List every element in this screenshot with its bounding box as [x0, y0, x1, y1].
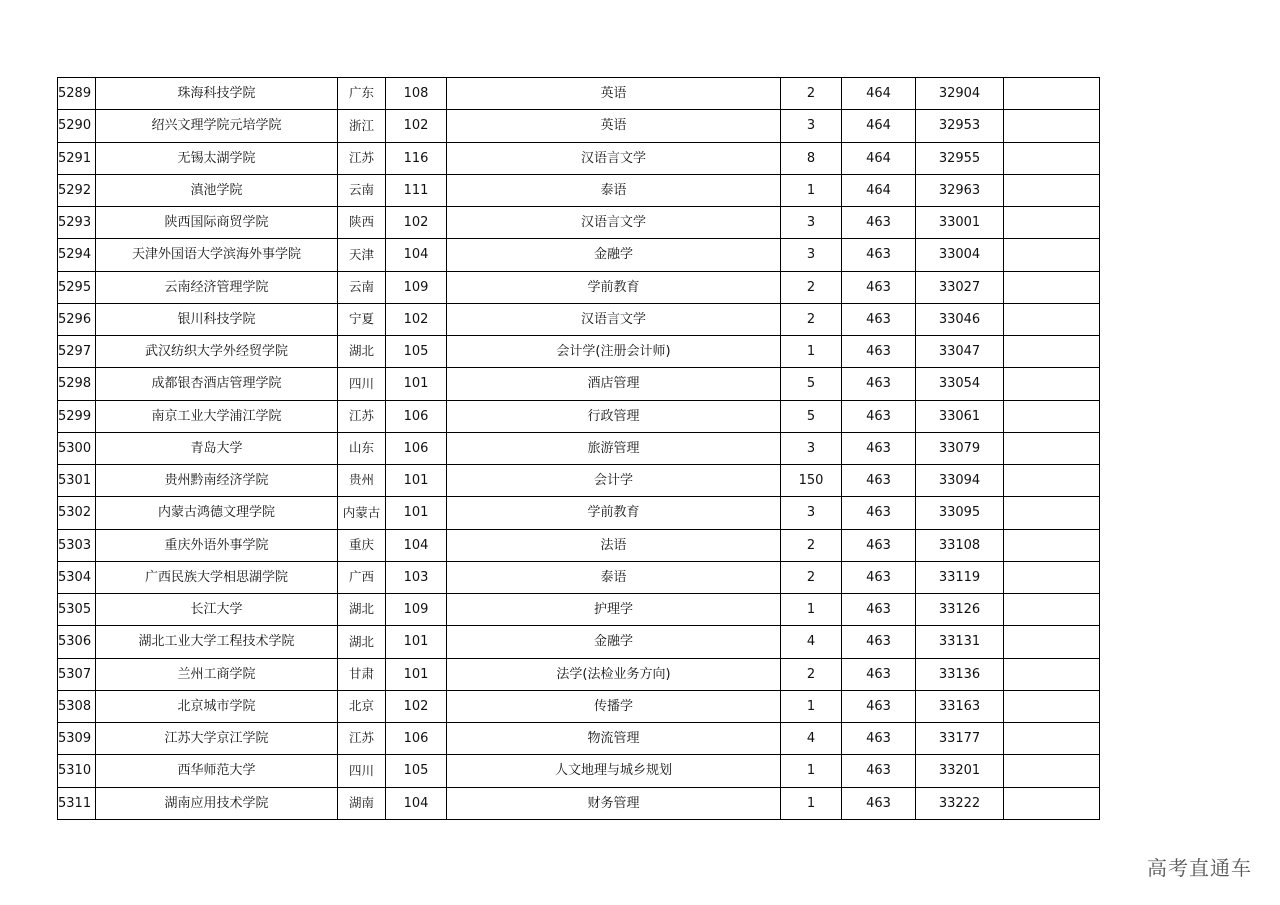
min-score-cell: 463 — [842, 336, 916, 368]
school-name-cell: 青岛大学 — [96, 432, 338, 464]
school-name-cell: 兰州工商学院 — [96, 658, 338, 690]
province-cell: 湖南 — [338, 787, 386, 819]
province-cell: 北京 — [338, 690, 386, 722]
note-cell — [1004, 690, 1100, 722]
major-name-cell: 会计学 — [447, 465, 781, 497]
rank-cell: 5305 — [58, 594, 96, 626]
plan-count-cell: 3 — [781, 432, 842, 464]
school-name-cell: 北京城市学院 — [96, 690, 338, 722]
province-cell: 宁夏 — [338, 303, 386, 335]
note-cell — [1004, 110, 1100, 142]
min-position-cell: 33061 — [916, 400, 1004, 432]
major-code-cell: 101 — [386, 465, 447, 497]
province-cell: 云南 — [338, 174, 386, 206]
min-score-cell: 463 — [842, 497, 916, 529]
min-position-cell: 33001 — [916, 207, 1004, 239]
rank-cell: 5302 — [58, 497, 96, 529]
province-cell: 山东 — [338, 432, 386, 464]
major-name-cell: 汉语言文学 — [447, 207, 781, 239]
plan-count-cell: 1 — [781, 787, 842, 819]
major-code-cell: 104 — [386, 787, 447, 819]
plan-count-cell: 4 — [781, 723, 842, 755]
min-position-cell: 33047 — [916, 336, 1004, 368]
note-cell — [1004, 142, 1100, 174]
school-name-cell: 云南经济管理学院 — [96, 271, 338, 303]
min-score-cell: 463 — [842, 594, 916, 626]
plan-count-cell: 2 — [781, 561, 842, 593]
major-code-cell: 101 — [386, 658, 447, 690]
min-score-cell: 463 — [842, 561, 916, 593]
school-name-cell: 湖北工业大学工程技术学院 — [96, 626, 338, 658]
school-name-cell: 成都银杏酒店管理学院 — [96, 368, 338, 400]
rank-cell: 5301 — [58, 465, 96, 497]
major-code-cell: 104 — [386, 239, 447, 271]
major-code-cell: 109 — [386, 594, 447, 626]
school-name-cell: 珠海科技学院 — [96, 78, 338, 110]
min-position-cell: 32904 — [916, 78, 1004, 110]
min-position-cell: 33094 — [916, 465, 1004, 497]
rank-cell: 5298 — [58, 368, 96, 400]
min-score-cell: 463 — [842, 368, 916, 400]
table-row — [58, 78, 1100, 110]
rank-cell: 5291 — [58, 142, 96, 174]
table-row — [58, 432, 1100, 464]
major-code-cell: 101 — [386, 497, 447, 529]
province-cell: 云南 — [338, 271, 386, 303]
table-row — [58, 239, 1100, 271]
major-code-cell: 116 — [386, 142, 447, 174]
province-cell: 贵州 — [338, 465, 386, 497]
note-cell — [1004, 594, 1100, 626]
min-score-cell: 463 — [842, 787, 916, 819]
major-name-cell: 法学(法检业务方向) — [447, 658, 781, 690]
min-score-cell: 464 — [842, 78, 916, 110]
note-cell — [1004, 658, 1100, 690]
province-cell: 天津 — [338, 239, 386, 271]
major-code-cell: 105 — [386, 336, 447, 368]
rank-cell: 5300 — [58, 432, 96, 464]
min-position-cell: 33136 — [916, 658, 1004, 690]
table-row — [58, 626, 1100, 658]
table-row — [58, 174, 1100, 206]
plan-count-cell: 2 — [781, 658, 842, 690]
major-code-cell: 101 — [386, 626, 447, 658]
min-position-cell: 33131 — [916, 626, 1004, 658]
school-name-cell: 无锡太湖学院 — [96, 142, 338, 174]
school-name-cell: 武汉纺织大学外经贸学院 — [96, 336, 338, 368]
major-name-cell: 金融学 — [447, 626, 781, 658]
province-cell: 广西 — [338, 561, 386, 593]
province-cell: 浙江 — [338, 110, 386, 142]
table-row — [58, 690, 1100, 722]
note-cell — [1004, 497, 1100, 529]
table-row — [58, 755, 1100, 787]
major-code-cell: 106 — [386, 432, 447, 464]
table-row — [58, 303, 1100, 335]
note-cell — [1004, 626, 1100, 658]
note-cell — [1004, 336, 1100, 368]
min-position-cell: 33163 — [916, 690, 1004, 722]
note-cell — [1004, 174, 1100, 206]
min-position-cell: 33119 — [916, 561, 1004, 593]
table-row — [58, 142, 1100, 174]
min-score-cell: 463 — [842, 658, 916, 690]
school-name-cell: 湖南应用技术学院 — [96, 787, 338, 819]
major-name-cell: 英语 — [447, 110, 781, 142]
note-cell — [1004, 303, 1100, 335]
rank-cell: 5289 — [58, 78, 96, 110]
major-code-cell: 109 — [386, 271, 447, 303]
major-name-cell: 汉语言文学 — [447, 142, 781, 174]
min-position-cell: 33201 — [916, 755, 1004, 787]
plan-count-cell: 5 — [781, 400, 842, 432]
min-score-cell: 463 — [842, 626, 916, 658]
min-position-cell: 32963 — [916, 174, 1004, 206]
plan-count-cell: 3 — [781, 497, 842, 529]
school-name-cell: 滇池学院 — [96, 174, 338, 206]
min-position-cell: 33177 — [916, 723, 1004, 755]
province-cell: 内蒙古 — [338, 497, 386, 529]
table-row — [58, 465, 1100, 497]
plan-count-cell: 1 — [781, 174, 842, 206]
note-cell — [1004, 787, 1100, 819]
plan-count-cell: 2 — [781, 529, 842, 561]
min-score-cell: 464 — [842, 110, 916, 142]
school-name-cell: 西华师范大学 — [96, 755, 338, 787]
note-cell — [1004, 207, 1100, 239]
rank-cell: 5311 — [58, 787, 96, 819]
min-score-cell: 463 — [842, 690, 916, 722]
plan-count-cell: 1 — [781, 336, 842, 368]
major-name-cell: 旅游管理 — [447, 432, 781, 464]
school-name-cell: 贵州黔南经济学院 — [96, 465, 338, 497]
province-cell: 陕西 — [338, 207, 386, 239]
rank-cell: 5304 — [58, 561, 96, 593]
province-cell: 甘肃 — [338, 658, 386, 690]
min-score-cell: 463 — [842, 400, 916, 432]
min-position-cell: 33054 — [916, 368, 1004, 400]
major-name-cell: 学前教育 — [447, 497, 781, 529]
school-name-cell: 银川科技学院 — [96, 303, 338, 335]
plan-count-cell: 5 — [781, 368, 842, 400]
min-position-cell: 33108 — [916, 529, 1004, 561]
major-code-cell: 101 — [386, 368, 447, 400]
plan-count-cell: 150 — [781, 465, 842, 497]
rank-cell: 5294 — [58, 239, 96, 271]
note-cell — [1004, 432, 1100, 464]
major-name-cell: 汉语言文学 — [447, 303, 781, 335]
plan-count-cell: 1 — [781, 690, 842, 722]
school-name-cell: 南京工业大学浦江学院 — [96, 400, 338, 432]
min-position-cell: 33079 — [916, 432, 1004, 464]
rank-cell: 5296 — [58, 303, 96, 335]
major-name-cell: 金融学 — [447, 239, 781, 271]
table-row — [58, 658, 1100, 690]
major-name-cell: 护理学 — [447, 594, 781, 626]
min-score-cell: 463 — [842, 271, 916, 303]
min-score-cell: 463 — [842, 303, 916, 335]
major-code-cell: 108 — [386, 78, 447, 110]
plan-count-cell: 2 — [781, 271, 842, 303]
major-code-cell: 102 — [386, 110, 447, 142]
province-cell: 四川 — [338, 368, 386, 400]
major-name-cell: 物流管理 — [447, 723, 781, 755]
plan-count-cell: 3 — [781, 239, 842, 271]
plan-count-cell: 3 — [781, 207, 842, 239]
major-name-cell: 泰语 — [447, 174, 781, 206]
rank-cell: 5303 — [58, 529, 96, 561]
min-position-cell: 33126 — [916, 594, 1004, 626]
rank-cell: 5295 — [58, 271, 96, 303]
major-code-cell: 104 — [386, 529, 447, 561]
major-code-cell: 102 — [386, 690, 447, 722]
note-cell — [1004, 529, 1100, 561]
table-row — [58, 207, 1100, 239]
note-cell — [1004, 755, 1100, 787]
school-name-cell: 广西民族大学相思湖学院 — [96, 561, 338, 593]
major-code-cell: 106 — [386, 400, 447, 432]
table-row — [58, 787, 1100, 819]
note-cell — [1004, 561, 1100, 593]
major-name-cell: 传播学 — [447, 690, 781, 722]
province-cell: 广东 — [338, 78, 386, 110]
province-cell: 江苏 — [338, 400, 386, 432]
rank-cell: 5292 — [58, 174, 96, 206]
table-row — [58, 561, 1100, 593]
major-name-cell: 会计学(注册会计师) — [447, 336, 781, 368]
rank-cell: 5293 — [58, 207, 96, 239]
plan-count-cell: 4 — [781, 626, 842, 658]
major-name-cell: 泰语 — [447, 561, 781, 593]
province-cell: 湖北 — [338, 594, 386, 626]
table-row — [58, 271, 1100, 303]
major-code-cell: 103 — [386, 561, 447, 593]
table-row — [58, 529, 1100, 561]
province-cell: 湖北 — [338, 626, 386, 658]
plan-count-cell: 2 — [781, 78, 842, 110]
province-cell: 湖北 — [338, 336, 386, 368]
min-score-cell: 463 — [842, 465, 916, 497]
rank-cell: 5290 — [58, 110, 96, 142]
major-name-cell: 酒店管理 — [447, 368, 781, 400]
plan-count-cell: 1 — [781, 594, 842, 626]
note-cell — [1004, 723, 1100, 755]
table-row — [58, 723, 1100, 755]
school-name-cell: 江苏大学京江学院 — [96, 723, 338, 755]
major-code-cell: 102 — [386, 303, 447, 335]
major-code-cell: 106 — [386, 723, 447, 755]
school-name-cell: 天津外国语大学滨海外事学院 — [96, 239, 338, 271]
major-code-cell: 105 — [386, 755, 447, 787]
min-score-cell: 464 — [842, 142, 916, 174]
rank-cell: 5307 — [58, 658, 96, 690]
note-cell — [1004, 239, 1100, 271]
min-score-cell: 463 — [842, 432, 916, 464]
plan-count-cell: 2 — [781, 303, 842, 335]
rank-cell: 5297 — [58, 336, 96, 368]
major-name-cell: 英语 — [447, 78, 781, 110]
table-row — [58, 497, 1100, 529]
note-cell — [1004, 400, 1100, 432]
note-cell — [1004, 368, 1100, 400]
min-position-cell: 32953 — [916, 110, 1004, 142]
school-name-cell: 内蒙古鸿德文理学院 — [96, 497, 338, 529]
watermark-logo-text: 高考直通车 — [1147, 856, 1252, 880]
min-position-cell: 33095 — [916, 497, 1004, 529]
province-cell: 江苏 — [338, 142, 386, 174]
major-name-cell: 法语 — [447, 529, 781, 561]
table-row — [58, 336, 1100, 368]
school-name-cell: 陕西国际商贸学院 — [96, 207, 338, 239]
min-position-cell: 33046 — [916, 303, 1004, 335]
school-name-cell: 绍兴文理学院元培学院 — [96, 110, 338, 142]
province-cell: 重庆 — [338, 529, 386, 561]
min-position-cell: 33222 — [916, 787, 1004, 819]
major-name-cell: 财务管理 — [447, 787, 781, 819]
plan-count-cell: 3 — [781, 110, 842, 142]
province-cell: 四川 — [338, 755, 386, 787]
table-row — [58, 368, 1100, 400]
rank-cell: 5308 — [58, 690, 96, 722]
table-row — [58, 594, 1100, 626]
school-name-cell: 重庆外语外事学院 — [96, 529, 338, 561]
table-row — [58, 110, 1100, 142]
major-name-cell: 行政管理 — [447, 400, 781, 432]
major-name-cell: 人文地理与城乡规划 — [447, 755, 781, 787]
rank-cell: 5299 — [58, 400, 96, 432]
min-position-cell: 32955 — [916, 142, 1004, 174]
major-code-cell: 102 — [386, 207, 447, 239]
major-code-cell: 111 — [386, 174, 447, 206]
min-position-cell: 33004 — [916, 239, 1004, 271]
note-cell — [1004, 465, 1100, 497]
rank-cell: 5306 — [58, 626, 96, 658]
min-score-cell: 463 — [842, 529, 916, 561]
rank-cell: 5309 — [58, 723, 96, 755]
plan-count-cell: 1 — [781, 755, 842, 787]
rank-cell: 5310 — [58, 755, 96, 787]
note-cell — [1004, 271, 1100, 303]
school-name-cell: 长江大学 — [96, 594, 338, 626]
note-cell — [1004, 78, 1100, 110]
plan-count-cell: 8 — [781, 142, 842, 174]
min-score-cell: 463 — [842, 723, 916, 755]
table-body — [58, 78, 1100, 820]
min-position-cell: 33027 — [916, 271, 1004, 303]
min-score-cell: 463 — [842, 755, 916, 787]
min-score-cell: 464 — [842, 174, 916, 206]
major-name-cell: 学前教育 — [447, 271, 781, 303]
table-row — [58, 400, 1100, 432]
min-score-cell: 463 — [842, 239, 916, 271]
admissions-table — [57, 77, 1100, 820]
province-cell: 江苏 — [338, 723, 386, 755]
min-score-cell: 463 — [842, 207, 916, 239]
